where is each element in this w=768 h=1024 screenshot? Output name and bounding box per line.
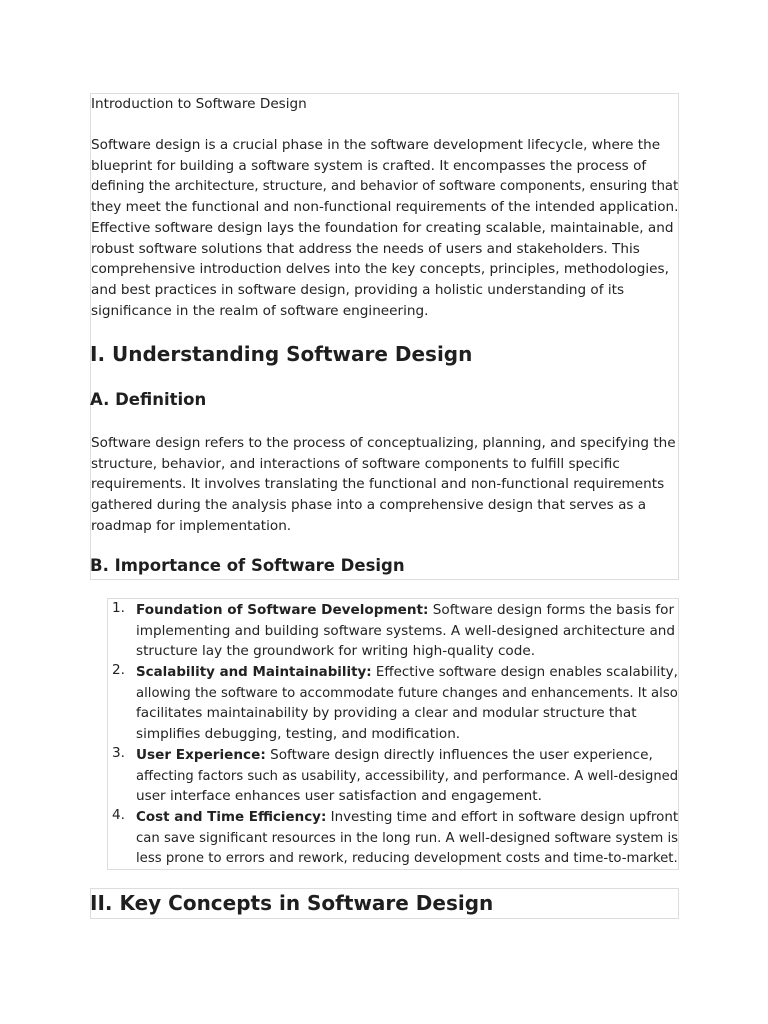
list-item-line: can save significant resources in the long run. A well-designed software system is — [136, 829, 679, 846]
intro-line: they meet the functional and non-functional requirements of the intended application. — [91, 199, 679, 216]
list-item-term: Scalability and Maintainability: — [136, 664, 372, 680]
list-item-line: structure lay the groundwork for writing high-quality code. — [136, 643, 536, 660]
subsection-b-heading: B. Importance of Software Design — [90, 556, 405, 575]
list-item-text: Investing time and effort in software design upfront — [326, 809, 679, 825]
intro-line: robust software solutions that address the needs of users and stakeholders. This — [91, 240, 640, 257]
list-item-line — [136, 745, 653, 766]
list-item-text: Effective software design enables scalability, — [371, 664, 678, 680]
document-title: Introduction to Software Design — [91, 96, 307, 112]
list-item-term: User Experience: — [136, 747, 266, 763]
list-item-text: Software design forms the basis for — [428, 602, 675, 618]
list-item-term: Cost and Time Efficiency: — [136, 809, 327, 825]
section1-heading: I. Understanding Software Design — [90, 342, 473, 366]
list-item-line — [136, 662, 678, 683]
list-item-line: implementing and building software systems. A well-designed architecture and — [136, 622, 676, 639]
list-item-term: Foundation of Software Development: — [136, 602, 429, 618]
intro-line: blueprint for building a software system is crafted. It encompasses the process of — [91, 157, 647, 174]
definition-line: requirements. It involves translating the functional and non-functional requirements — [91, 476, 665, 493]
intro-line: significance in the realm of software engineering. — [91, 302, 429, 319]
list-item-line: simplifies debugging, testing, and modification. — [136, 726, 461, 743]
intro-line: defining the architecture, structure, and behavior of software components, ensuring that — [91, 178, 679, 195]
definition-line: structure, behavior, and interactions of software components to fulfill specific — [91, 455, 620, 472]
list-item-number: 4. — [112, 807, 125, 823]
list-item-text: Software design directly influences the user experience, — [265, 747, 653, 763]
intro-line: comprehensive introduction delves into the key concepts, principles, methodologies, — [91, 261, 669, 278]
list-item-line — [136, 600, 674, 621]
intro-line: and best practices in software design, providing a holistic understanding of its — [91, 281, 625, 298]
list-item-line: facilitates maintainability by providing a clear and modular structure that — [136, 705, 637, 722]
intro-line: Effective software design lays the foundation for creating scalable, maintainable, and — [91, 219, 674, 236]
intro-line: Software design is a crucial phase in the software development lifecycle, where the — [91, 137, 661, 153]
definition-line: gathered during the analysis phase into a comprehensive design that serves as a — [91, 497, 647, 514]
list-item-number: 1. — [112, 600, 125, 616]
list-item-number: 3. — [112, 745, 125, 761]
list-item-line — [136, 807, 678, 828]
subsection-a-heading: A. Definition — [90, 390, 207, 409]
list-item-line: less prone to errors and rework, reducing development costs and time-to-market. — [136, 850, 678, 867]
list-item-line: affecting factors such as usability, accessibility, and performance. A well-designed — [136, 767, 679, 784]
section2-heading: II. Key Concepts in Software Design — [90, 891, 494, 915]
list-item-line: allowing the software to accommodate future changes and enhancements. It also — [136, 684, 678, 701]
definition-line: roadmap for implementation. — [91, 517, 292, 534]
list-item-line: user interface enhances user satisfaction and engagement. — [136, 788, 542, 805]
definition-line: Software design refers to the process of conceptualizing, planning, and specifying the — [91, 435, 676, 451]
list-item-number: 2. — [112, 662, 125, 678]
